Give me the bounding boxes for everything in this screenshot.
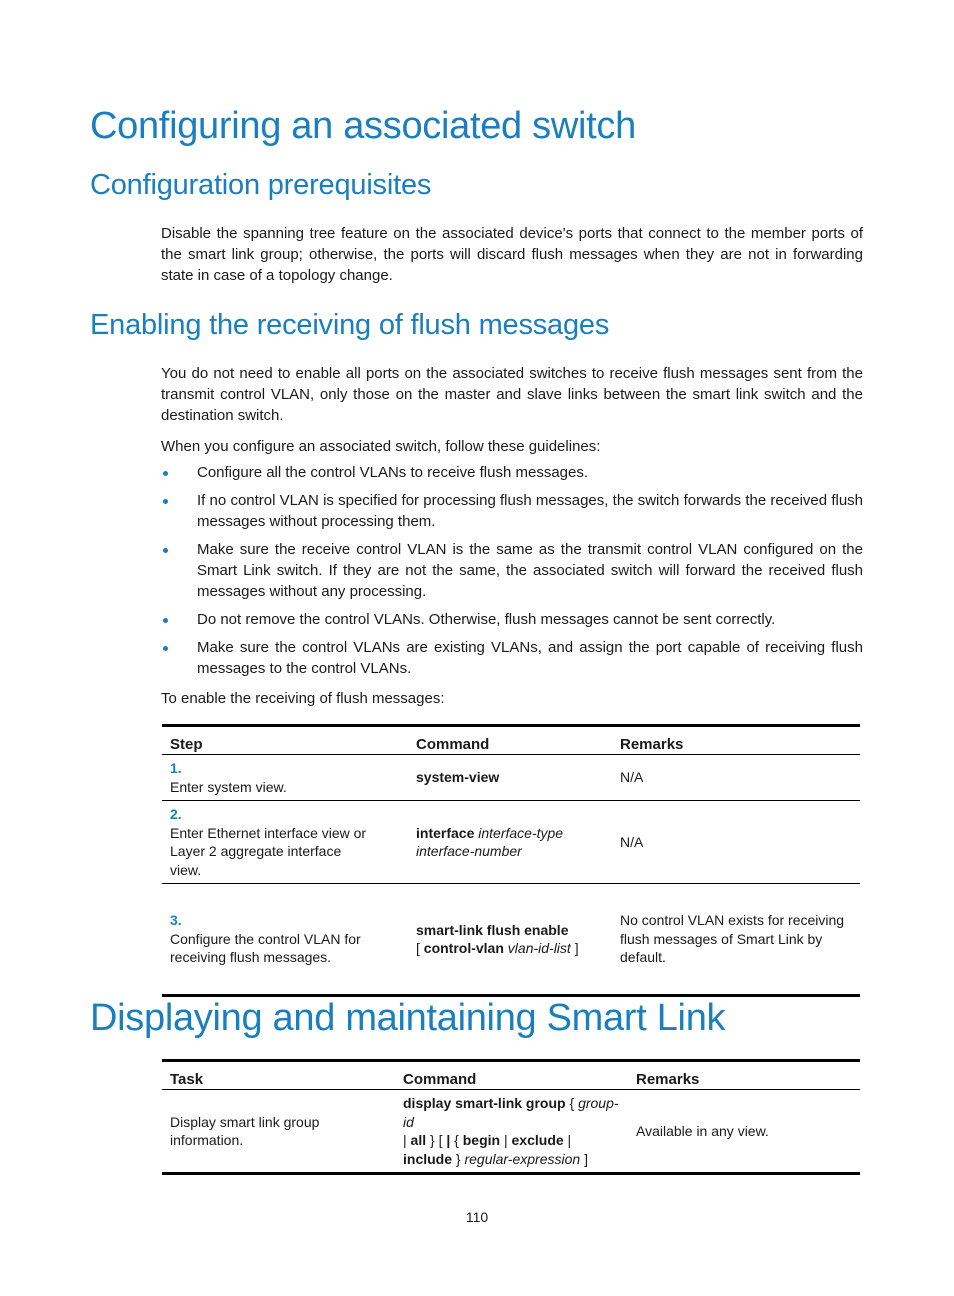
command-argument: group-id xyxy=(403,1095,619,1130)
step-cell xyxy=(162,801,408,884)
enable-paragraph: You do not need to enable all ports on the associated switches to receive flush messages sent from the transmit control VLAN, only those on the master and slave links between the smart link switch and the destination switch. xyxy=(161,365,863,424)
command-keyword: control-vlan xyxy=(423,940,504,956)
command-keyword: begin xyxy=(462,1132,501,1148)
table-row xyxy=(162,884,860,996)
command-keyword: system-view xyxy=(416,769,500,786)
command-cell xyxy=(408,801,612,884)
step-number: 3. xyxy=(170,912,182,929)
step-number: 1. xyxy=(170,760,182,776)
guidelines-intro: When you configure an associated switch, follow these guidelines: xyxy=(161,438,601,455)
display-table xyxy=(162,1059,860,1175)
command-symbol: } [ xyxy=(430,1132,443,1148)
command-argument: vlan-id-list xyxy=(507,940,571,956)
command-cell xyxy=(395,1090,628,1174)
command-symbol: { xyxy=(569,1095,575,1111)
remarks-cell: Available in any view. xyxy=(636,1122,769,1139)
command-keyword: display smart-link group xyxy=(403,1095,566,1111)
table-row xyxy=(162,801,860,884)
task-cell: Display smart link group information. xyxy=(170,1113,320,1148)
step-text: Enter system view. xyxy=(170,778,287,795)
command-keyword: interface xyxy=(416,824,475,841)
list-item-text: Make sure the receive control VLAN is the same as the transmit control VLAN configured on the Smart Link switch. If they are not the same, the associated switch will forward the received flush messages without any processing. xyxy=(197,541,863,600)
to-enable-text: To enable the receiving of flush messages: xyxy=(161,690,445,707)
step-text: Configure the control VLAN for receiving flush messages. xyxy=(170,930,361,966)
header-remarks: Remarks xyxy=(612,726,860,755)
header-command: Command xyxy=(408,726,612,755)
section-title-associated-switch: Configuring an associated switch xyxy=(90,105,636,147)
list-item xyxy=(161,609,863,630)
command-keyword: smart-link flush enable xyxy=(416,921,569,938)
command-bracket: ] xyxy=(574,940,579,956)
list-item-text: Do not remove the control VLANs. Otherwise, flush messages cannot be sent correctly. xyxy=(197,611,776,628)
command-keyword: | xyxy=(446,1132,451,1148)
command-symbol: | xyxy=(403,1132,407,1148)
header-command: Command xyxy=(395,1061,628,1090)
table-header-row xyxy=(162,1061,860,1090)
command-keyword: include xyxy=(403,1150,453,1167)
bullet-icon xyxy=(163,548,168,553)
table-row xyxy=(162,1090,860,1174)
command-symbol: | xyxy=(567,1132,572,1148)
header-step: Step xyxy=(162,726,408,755)
list-item-text: Make sure the control VLANs are existing VLANs, and assign the port capable of receiving flush messages to the control VLANs. xyxy=(197,639,863,677)
subsection-title-prerequisites: Configuration prerequisites xyxy=(90,169,432,201)
prerequisites-paragraph: Disable the spanning tree feature on the associated device's ports that connect to the member ports of the smart link group; otherwise, the ports will discard flush messages when they are not in forwarding state in case of a topology change. xyxy=(161,225,863,284)
remarks-cell: N/A xyxy=(612,755,860,801)
step-cell xyxy=(162,884,408,996)
command-argument: regular-expression xyxy=(464,1150,581,1167)
step-text: Enter Ethernet interface view or Layer 2 aggregate interface view. xyxy=(170,824,367,878)
header-task: Task xyxy=(162,1061,395,1090)
guidelines-list xyxy=(161,462,863,686)
list-item-text: If no control VLAN is specified for processing flush messages, the switch forwards the received flush messages without processing them. xyxy=(197,492,863,530)
command-argument: interface-type interface-number xyxy=(416,824,564,859)
list-item xyxy=(161,539,863,602)
section-title-displaying: Displaying and maintaining Smart Link xyxy=(90,997,726,1039)
bullet-icon xyxy=(163,471,168,476)
list-item xyxy=(161,490,863,532)
remarks-cell: No control VLAN exists for receiving flush messages of Smart Link by default. xyxy=(620,912,845,966)
command-symbol: ] xyxy=(584,1150,588,1167)
subsection-title-enabling-flush: Enabling the receiving of flush messages xyxy=(90,309,610,341)
command-symbol: } xyxy=(455,1150,461,1167)
remarks-cell: N/A xyxy=(612,801,860,884)
step-cell xyxy=(162,755,408,801)
list-item xyxy=(161,637,863,679)
bullet-icon xyxy=(163,618,168,623)
table-row xyxy=(162,755,860,801)
command-keyword: exclude xyxy=(511,1132,564,1148)
bullet-icon xyxy=(163,499,168,504)
command-cell xyxy=(408,884,612,996)
page-number: 110 xyxy=(465,1209,489,1225)
command-symbol: { xyxy=(454,1132,459,1148)
enable-flush-table xyxy=(162,724,860,997)
bullet-icon xyxy=(163,646,168,651)
command-symbol: | xyxy=(503,1132,508,1148)
command-cell xyxy=(408,755,612,801)
command-bracket: [ xyxy=(416,940,420,956)
command-keyword: all xyxy=(410,1132,427,1148)
list-item-text: Configure all the control VLANs to receive flush messages. xyxy=(197,464,589,481)
header-remarks: Remarks xyxy=(628,1061,860,1090)
table-header-row xyxy=(162,726,860,755)
step-number: 2. xyxy=(170,806,182,822)
list-item xyxy=(161,462,863,483)
